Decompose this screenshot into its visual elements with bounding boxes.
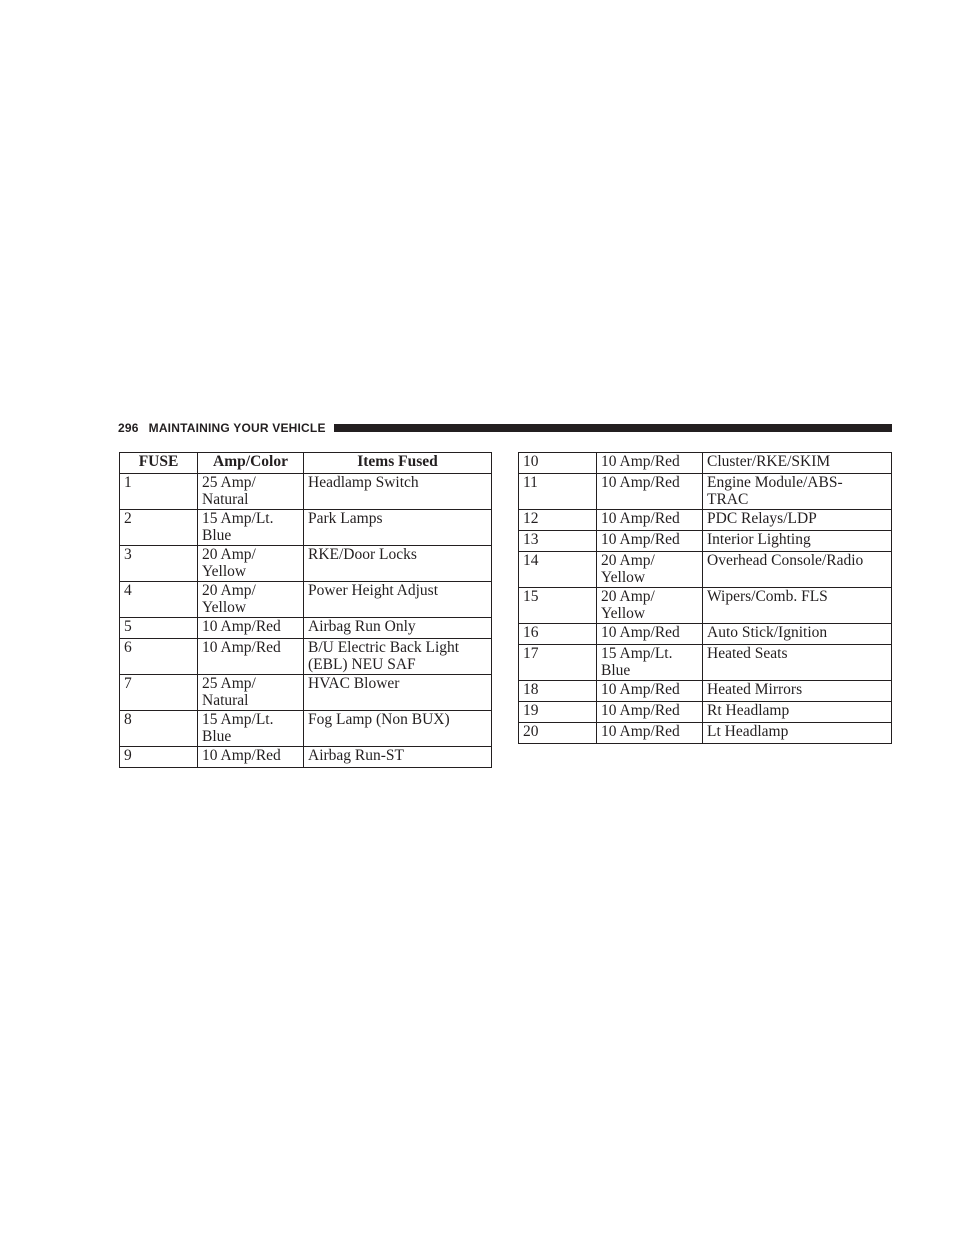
fuse-number-cell: 13 (519, 531, 597, 552)
items-fused-cell: Airbag Run Only (304, 618, 492, 639)
column-header-items-fused: Items Fused (304, 453, 492, 474)
fuse-number-cell: 10 (519, 453, 597, 474)
fuse-number-cell: 19 (519, 702, 597, 723)
amp-color-cell: 15 Amp/Lt. Blue (198, 711, 304, 747)
column-header-amp-color: Amp/Color (198, 453, 304, 474)
items-fused-cell: Heated Seats (703, 645, 892, 681)
table-row (120, 675, 492, 711)
table-row (519, 510, 892, 531)
items-fused-cell: Wipers/Comb. FLS (703, 588, 892, 624)
table-row (120, 474, 492, 510)
table-row (519, 624, 892, 645)
amp-color-cell: 20 Amp/ Yellow (198, 546, 304, 582)
table-row (120, 711, 492, 747)
items-fused-cell: Rt Headlamp (703, 702, 892, 723)
items-fused-cell: RKE/Door Locks (304, 546, 492, 582)
amp-color-cell: 15 Amp/Lt. Blue (198, 510, 304, 546)
table-header-row (120, 453, 492, 474)
amp-color-cell: 25 Amp/ Natural (198, 675, 304, 711)
fuse-number-cell: 6 (120, 639, 198, 675)
amp-color-cell: 10 Amp/Red (198, 747, 304, 768)
table-row (120, 639, 492, 675)
table-row (519, 474, 892, 510)
fuse-number-cell: 7 (120, 675, 198, 711)
amp-color-cell: 10 Amp/Red (597, 624, 703, 645)
items-fused-cell: Heated Mirrors (703, 681, 892, 702)
fuse-number-cell: 3 (120, 546, 198, 582)
amp-color-cell: 10 Amp/Red (198, 639, 304, 675)
fuse-number-cell: 15 (519, 588, 597, 624)
page-header (118, 420, 892, 436)
fuse-number-cell: 17 (519, 645, 597, 681)
table-row (519, 531, 892, 552)
amp-color-cell: 20 Amp/ Yellow (198, 582, 304, 618)
page-number: 296 (118, 421, 139, 435)
fuse-number-cell: 2 (120, 510, 198, 546)
amp-color-cell: 10 Amp/Red (597, 474, 703, 510)
items-fused-cell: B/U Electric Back Light (EBL) NEU SAF (304, 639, 492, 675)
fuse-number-cell: 9 (120, 747, 198, 768)
fuse-number-cell: 14 (519, 552, 597, 588)
table-row (120, 582, 492, 618)
fuse-number-cell: 11 (519, 474, 597, 510)
items-fused-cell: Interior Lighting (703, 531, 892, 552)
items-fused-cell: Fog Lamp (Non BUX) (304, 711, 492, 747)
table-row (519, 588, 892, 624)
items-fused-cell: Power Height Adjust (304, 582, 492, 618)
fuse-table-left (119, 452, 492, 768)
table-row (519, 681, 892, 702)
items-fused-cell: Headlamp Switch (304, 474, 492, 510)
amp-color-cell: 20 Amp/ Yellow (597, 588, 703, 624)
table-row (519, 552, 892, 588)
items-fused-cell: Cluster/RKE/SKIM (703, 453, 892, 474)
amp-color-cell: 15 Amp/Lt. Blue (597, 645, 703, 681)
items-fused-cell: Overhead Console/Radio (703, 552, 892, 588)
amp-color-cell: 25 Amp/ Natural (198, 474, 304, 510)
amp-color-cell: 10 Amp/Red (597, 702, 703, 723)
column-header-fuse: FUSE (120, 453, 198, 474)
amp-color-cell: 10 Amp/Red (597, 453, 703, 474)
items-fused-cell: HVAC Blower (304, 675, 492, 711)
fuse-number-cell: 20 (519, 723, 597, 744)
items-fused-cell: Engine Module/ABS- TRAC (703, 474, 892, 510)
fuse-number-cell: 18 (519, 681, 597, 702)
fuse-number-cell: 1 (120, 474, 198, 510)
table-row (120, 618, 492, 639)
table-row (519, 723, 892, 744)
amp-color-cell: 20 Amp/ Yellow (597, 552, 703, 588)
items-fused-cell: Auto Stick/Ignition (703, 624, 892, 645)
items-fused-cell: PDC Relays/LDP (703, 510, 892, 531)
table-row (120, 546, 492, 582)
amp-color-cell: 10 Amp/Red (597, 531, 703, 552)
fuse-number-cell: 4 (120, 582, 198, 618)
items-fused-cell: Airbag Run-ST (304, 747, 492, 768)
table-row (120, 510, 492, 546)
table-row (120, 747, 492, 768)
amp-color-cell: 10 Amp/Red (597, 681, 703, 702)
table-row (519, 645, 892, 681)
fuse-table-right (518, 452, 892, 744)
amp-color-cell: 10 Amp/Red (597, 510, 703, 531)
fuse-number-cell: 16 (519, 624, 597, 645)
header-rule (334, 424, 892, 432)
items-fused-cell: Lt Headlamp (703, 723, 892, 744)
amp-color-cell: 10 Amp/Red (198, 618, 304, 639)
items-fused-cell: Park Lamps (304, 510, 492, 546)
fuse-number-cell: 5 (120, 618, 198, 639)
table-row (519, 453, 892, 474)
table-row (519, 702, 892, 723)
section-title: MAINTAINING YOUR VEHICLE (148, 421, 326, 435)
fuse-number-cell: 8 (120, 711, 198, 747)
amp-color-cell: 10 Amp/Red (597, 723, 703, 744)
fuse-number-cell: 12 (519, 510, 597, 531)
